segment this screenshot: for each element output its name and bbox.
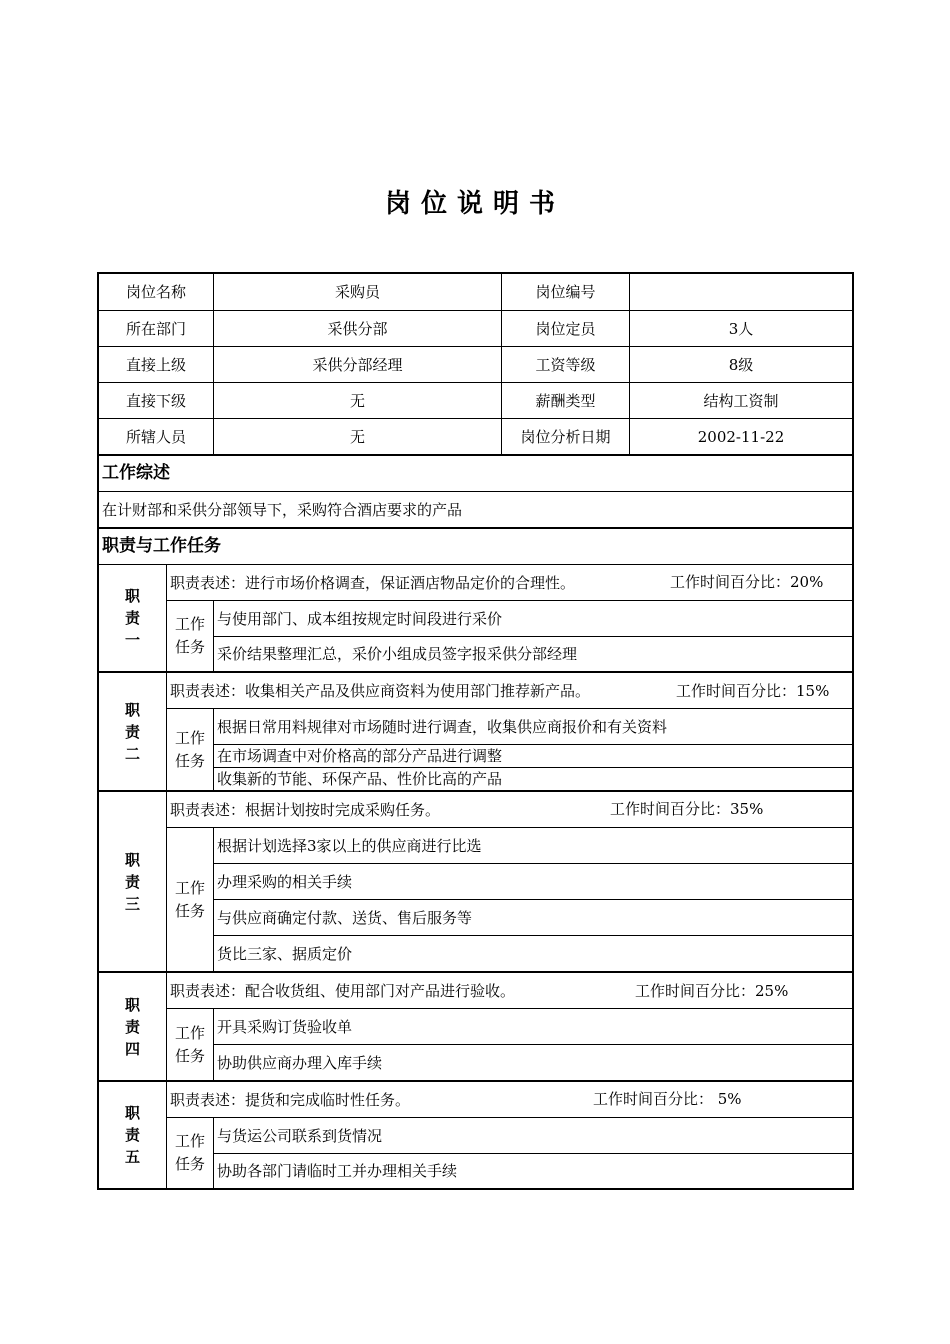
job-code-value bbox=[630, 274, 852, 310]
duty-3-task-label: 工作 任务 bbox=[174, 878, 205, 920]
salary-grade-label: 工资等级 bbox=[535, 355, 596, 374]
analysis-date-value: 2002-11-22 bbox=[697, 427, 785, 446]
page-title: 岗位说明书 bbox=[384, 189, 565, 219]
duty-2-label: 职 责 二 bbox=[124, 700, 140, 763]
duty-3-task-3: 与供应商确定付款、送货、售后服务等 bbox=[217, 908, 473, 927]
subordinate-value: 无 bbox=[349, 391, 365, 410]
duty-2-task-2: 在市场调查中对价格高的部分产品进行调整 bbox=[217, 747, 503, 765]
headcount-value: 3人 bbox=[728, 319, 754, 338]
duty-3-task-4: 货比三家、据质定价 bbox=[217, 944, 353, 963]
duty-4-label: 职 责 四 bbox=[124, 995, 140, 1058]
duty-1-label: 职 责 一 bbox=[124, 587, 140, 649]
duty-5-label: 职 责 五 bbox=[124, 1104, 140, 1166]
staff-label: 所辖人员 bbox=[125, 427, 186, 446]
analysis-date-label: 岗位分析日期 bbox=[520, 427, 611, 446]
duty-5-task-1: 与货运公司联系到货情况 bbox=[217, 1126, 383, 1145]
summary-text: 在计财部和采供分部领导下，采购符合酒店要求的产品 bbox=[102, 500, 463, 519]
duty-1-task-1: 与使用部门、成本组按规定时间段进行采价 bbox=[217, 609, 503, 628]
pay-type-value: 结构工资制 bbox=[703, 391, 779, 410]
job-name-value: 采购员 bbox=[334, 283, 380, 301]
headcount-label: 岗位定员 bbox=[535, 319, 596, 338]
duty-3-task-2: 办理采购的相关手续 bbox=[217, 872, 353, 891]
duty-3-task-1: 根据计划选择3家以上的供应商进行比选 bbox=[217, 836, 482, 855]
duty-5-time-percent: 工作时间百分比： 5% bbox=[593, 1090, 742, 1108]
subordinate-label: 直接下级 bbox=[125, 391, 186, 410]
staff-value: 无 bbox=[349, 427, 365, 446]
duty-5-description: 职责表述：提货和完成临时性任务。 bbox=[170, 1090, 411, 1109]
job-name-label: 岗位名称 bbox=[125, 283, 186, 301]
duty-4-task-1: 开具采购订货验收单 bbox=[217, 1017, 353, 1036]
pay-type-label: 薪酬类型 bbox=[535, 391, 596, 410]
duty-2-task-1: 根据日常用料规律对市场随时进行调查，收集供应商报价和有关资料 bbox=[217, 717, 668, 736]
duty-5-task-label: 工作 任务 bbox=[174, 1132, 205, 1173]
supervisor-label: 直接上级 bbox=[125, 355, 186, 374]
supervisor-value: 采供分部经理 bbox=[312, 355, 403, 374]
duty-3-label: 职 责 三 bbox=[124, 850, 140, 913]
duty-5-task-2: 协助各部门请临时工并办理相关手续 bbox=[217, 1162, 458, 1180]
job-code-label: 岗位编号 bbox=[535, 283, 596, 301]
duty-2-task-3: 收集新的节能、环保产品、性价比高的产品 bbox=[217, 770, 503, 788]
duty-1-time-percent: 工作时间百分比：20% bbox=[670, 573, 824, 591]
duty-1-description: 职责表述：进行市场价格调查，保证酒店物品定价的合理性。 bbox=[170, 573, 576, 592]
duty-3-description: 职责表述：根据计划按时完成采购任务。 bbox=[170, 800, 441, 819]
duty-4-task-label: 工作 任务 bbox=[174, 1023, 205, 1065]
duty-2-task-label: 工作 任务 bbox=[174, 728, 205, 770]
duty-4-description: 职责表述：配合收货组、使用部门对产品进行验收。 bbox=[170, 981, 516, 1000]
duty-2-time-percent: 工作时间百分比：15% bbox=[676, 682, 830, 700]
duty-4-time-percent: 工作时间百分比：25% bbox=[635, 982, 789, 1000]
duty-4-task-2: 协助供应商办理入库手续 bbox=[217, 1053, 383, 1072]
duty-3-time-percent: 工作时间百分比：35% bbox=[610, 800, 764, 818]
duty-2-description: 职责表述：收集相关产品及供应商资料为使用部门推荐新产品。 bbox=[170, 681, 591, 700]
duty-1-task-2: 采价结果整理汇总，采价小组成员签字报采供分部经理 bbox=[217, 645, 578, 663]
duty-1-task-label: 工作 任务 bbox=[174, 615, 205, 656]
salary-grade-value: 8级 bbox=[728, 355, 754, 374]
duties-heading: 职责与工作任务 bbox=[102, 536, 221, 557]
department-value: 采供分部 bbox=[327, 319, 388, 338]
summary-heading: 工作综述 bbox=[102, 463, 170, 484]
department-label: 所在部门 bbox=[125, 319, 186, 338]
